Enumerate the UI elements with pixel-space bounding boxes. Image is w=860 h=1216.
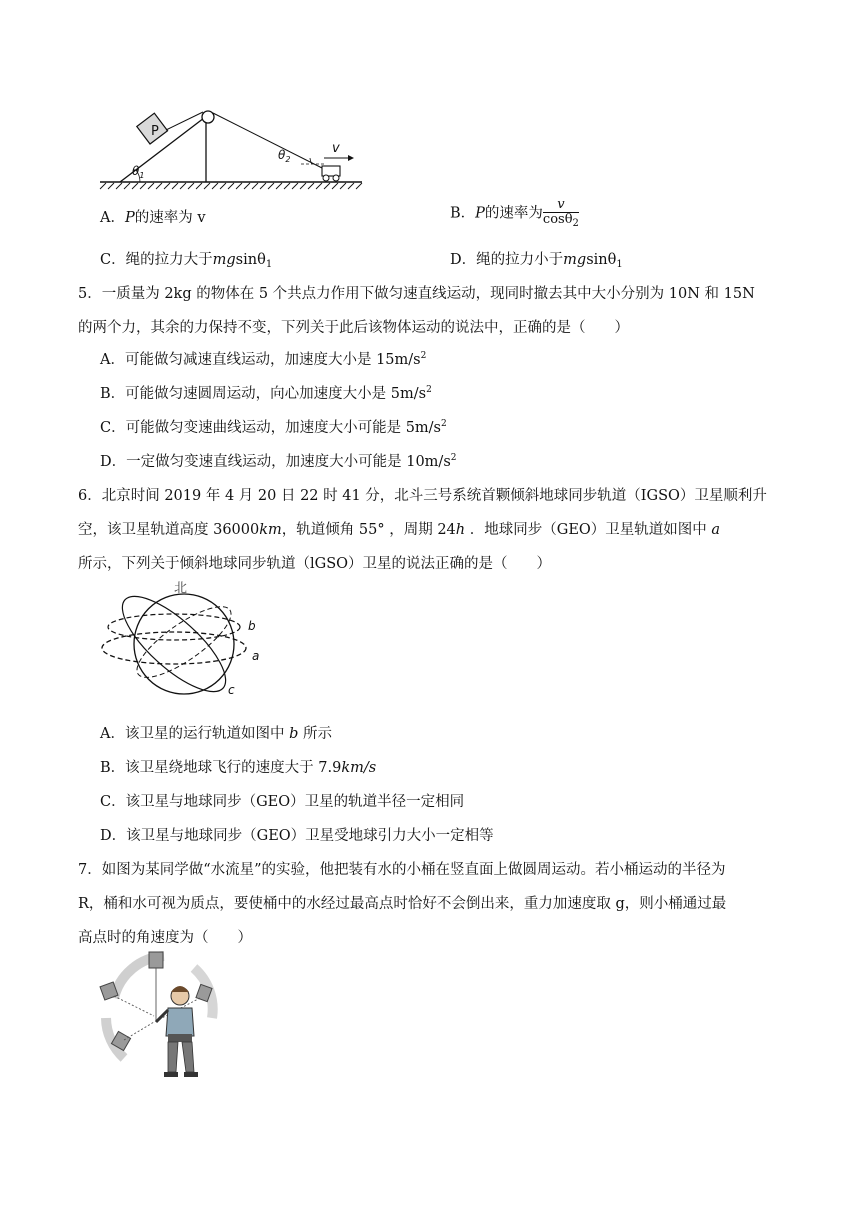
q5-option-a: A．可能做匀减速直线运动，加速度大小是 $15m/s^2$	[100, 351, 427, 368]
velocity-label: v	[332, 141, 340, 156]
q5-option-b: B．可能做匀速圆周运动，向心加速度大小是 $5m/s^2$	[100, 385, 432, 402]
q6-stem-line2: 空，该卫星轨道高度 36000km，轨道倾角 55° ，周期 24h ．地球同步（GEO）卫星轨道如图中 a	[78, 522, 721, 538]
block-p-label: P	[151, 124, 159, 139]
q7-stem-line3: 高点时的角速度为（ ）	[78, 930, 252, 946]
q4-option-c: C．绳的拉力大于mgsinθ$_1$	[100, 252, 273, 270]
q5-stem-line1: 5．一质量为 2kg 的物体在 5 个共点力作用下做匀速直线运动，现同时撤去其中大小分别为 10N 和 15N	[78, 286, 755, 302]
incline-pulley-figure	[96, 104, 368, 190]
q6-option-b: B．该卫星绕地球飞行的速度大于 7.9km/s	[100, 760, 377, 776]
theta1-label: $\theta_1$	[132, 164, 145, 180]
q6-stem-line1: 6．北京时间 2019 年 4 月 20 日 22 时 41 分，北斗三号系统首颗倾斜地球同步轨道（IGSO）卫星顺利升	[78, 488, 767, 504]
q5-option-d: D．一定做匀变速直线运动，加速度大小可能是 $10m/s^2$	[100, 453, 457, 470]
q4-option-d: D．绳的拉力小于mgsinθ$_1$	[450, 252, 623, 270]
fraction-v-over-cos: $\frac{v}{\cos\theta_2}$	[542, 197, 579, 229]
q7-stem-line1: 7．如图为某同学做“水流星”的实验，他把装有水的小桶在竖直面上做圆周运动。若小桶运动的半径为	[78, 862, 726, 878]
q5-stem-line2: 的两个力，其余的力保持不变，下列关于此后该物体运动的说法中，正确的是（ ）	[78, 320, 629, 336]
orbit-b-label: b	[248, 619, 256, 633]
orbit-c-label: c	[228, 683, 235, 697]
water-bucket-figure	[94, 948, 224, 1086]
orbit-figure	[98, 580, 268, 704]
q6-stem-line3: 所示，下列关于倾斜地球同步轨道（lGSO）卫星的说法正确的是（ ）	[78, 556, 552, 572]
theta2-label: $\theta_2$	[278, 148, 291, 164]
q4-option-b: B．P的速率为 $\frac{v}{\cos\theta_2}$	[450, 197, 579, 229]
q6-option-d: D．该卫星与地球同步（GEO）卫星受地球引力大小一定相等	[100, 828, 494, 844]
orbit-a-label: a	[252, 649, 260, 663]
q6-option-c: C．该卫星与地球同步（GEO）卫星的轨道半径一定相同	[100, 794, 465, 810]
q7-stem-line2: R，桶和水可视为质点，要使桶中的水经过最高点时恰好不会倒出来，重力加速度取 g，则小桶通过最	[78, 896, 727, 912]
q6-option-a: A．该卫星的运行轨道如图中 b 所示	[100, 726, 332, 742]
q5-option-c: C．可能做匀变速曲线运动，加速度大小可能是 $5m/s^2$	[100, 419, 447, 436]
north-label: 北	[174, 581, 188, 596]
q4-option-a: A．P的速率为 v	[100, 210, 206, 226]
